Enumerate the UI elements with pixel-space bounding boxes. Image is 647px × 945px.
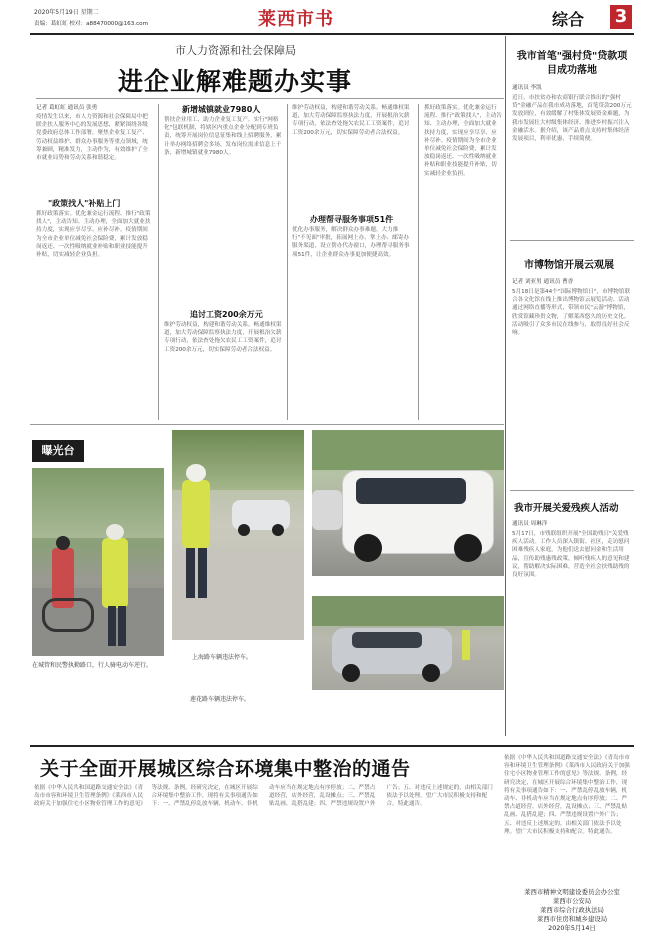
exposure-label — [32, 440, 84, 462]
section-name: 综合 — [552, 10, 585, 29]
lead-title: 进企业解难题办实事 — [118, 67, 353, 96]
notice-text: 依据《中华人民共和国道路交通安全法》《青岛市市容和环境卫生管理条例》《莱西市人民政府关于加强住宅小区物业管理工作的意见》等法规、条例，经研究决定，在城区开展综合环境集中整治工作，现将有关事项通告如下：一、严禁乱停乱放车辆，机动车、非机动车应当在规定地点有序停放；二、严禁占道经营，店外经营，乱设摊点；三、严禁乱贴乱画、乱搭乱建；四、严禁违规设置户外广告；五、对违反上述规定的，由相关部门依法予以处理。望广大市民积极支持和配合。特此通告。 — [34, 785, 493, 808]
photo-3-caption: 莲花路车辆违法停车。 — [190, 696, 251, 703]
page-number-badge — [610, 5, 632, 29]
photo-officer-photographing-car — [172, 430, 304, 640]
exposure-label-text: 曝光台 — [41, 444, 75, 457]
right-article-2-title: 市博物馆开展云观展 — [524, 260, 614, 271]
lead-paragraph-1: 疫情发生以来，市人力资源和社会保障局中把联企扶人服务中心的发展思想，紧紧围绕各级党委政府总体工作部署，聚焦企业复工复产、劳动权益维护、群众办事服务等重点领域，统筹兼顾，精准发力，主动作为，有效维护了全市就业局势和劳动关系和谐稳定。 — [36, 114, 148, 162]
lead-subhead-2: 新增城镇就业7980人 — [182, 105, 261, 114]
notice-date: 2020年5月14日 — [548, 924, 596, 932]
lead-col-divider-3 — [418, 104, 419, 420]
right-article-3-title: 我市开展关爱残疾人活动 — [514, 503, 619, 514]
right-article-1-title: 我市首笔"强村贷"贷款项目成功落地 — [516, 51, 628, 76]
lead-title-rule — [36, 98, 504, 99]
lead-paragraph-4b: 维护劳动权益，构建和谐劳动关系。畅通维权渠道，加大劳动保障监察执法力度，开展根治欠薪专项行动，依法查处拖欠农民工工资案件，追讨工资200余万元，切实保障劳动者合法权益。 — [292, 105, 410, 136]
right-article-1-byline: 通讯员 李凯 — [512, 85, 542, 91]
photo-white-suv-parked — [312, 430, 504, 576]
photo-traffic-officer-intersection — [32, 468, 164, 656]
masthead: 莱西市书 — [258, 9, 334, 30]
notice-title: 关于全面开展城区综合环境集中整治的通告 — [40, 758, 411, 780]
right-article-3-byline: 通讯员 周琳洋 — [512, 521, 548, 527]
right-article-2-byline: 记者 刘亚男 通讯员 曹香 — [512, 279, 574, 285]
right-article-1-rule — [510, 240, 634, 241]
notice-text-right: 依据《中华人民共和国道路交通安全法》《青岛市市容和环境卫生管理条例》《莱西市人民政府关于加强住宅小区物业管理工作的意见》等法规、条例，经研究决定，在城区开展综合环境集中整治工作，现将有关事项通告如下：一、严禁乱停乱放车辆，机动车、非机动车应当在规定地点有序停放；二、严禁占道经营，店外经营，乱设摊点；三、严禁乱贴乱画、乱搭乱建；四、严禁违规设置户外广告；五、对违反上述规定的，由相关部门依法予以处理。望广大市民积极支持和配合。特此通告。 — [504, 755, 630, 835]
lead-paragraph-2: 抓好政策落实。优化兼金运行流程、推行"政策找人"，主动告知、主动办理，全面加大就业扶持力度，实现应享尽享、应补尽补。疫情期间为全市企业单位减免社会保险费，累计发放稳岗返还、一次性吸纳就业补贴和职业技能提升补贴，切实减轻企业负担。 — [36, 211, 151, 259]
photo-silver-sedan-parked — [312, 596, 504, 690]
notice-issuers — [510, 888, 634, 933]
lead-subhead-3: 追讨工资200余万元 — [190, 310, 263, 319]
header-editor: 责编：葛虹虹 校对：a88470000@163.com — [34, 21, 149, 27]
issuer-4: 莱西市住房和城乡建设局 — [536, 915, 608, 923]
lead-subhead-4: 办理帮寻服务事项51件 — [310, 215, 394, 224]
lead-col-divider-2 — [287, 104, 288, 420]
page-number: 3 — [614, 6, 628, 27]
lead-col-divider-1 — [158, 104, 159, 420]
photo-1-caption: 在城管和民警执勤路口，行人骑电动车逆行。 — [32, 662, 153, 669]
photo-2-caption: 上海路车辆违法停车。 — [192, 654, 253, 661]
issuer-1: 莱西市精神文明建设委员会办公室 — [524, 888, 620, 896]
right-article-2-text: 5月18日是第44个"国际博物馆日"，市博物馆联合各文化馆在线上推出博物馆云展览活动。活动通过网络直播等形式，带领市民"云游"博物馆，欣赏馆藏珍贵文物，了解莱西悠久的历史文化。活动吸引了众多市民在线参与，取得良好社会反响。 — [512, 289, 631, 337]
lead-byline: 记者 葛虹虹 通讯员 张勇 — [36, 105, 98, 111]
right-article-1-text: 近日，市扶贫办和农商银行联合推出的"强村贷"金融产品在我市成功落地，首笔贷款200万元发放到位，有效缓解了村集体发展资金难题，为我市发展壮大村级集体经济、推进乡村振兴注入金融活水。据介绍，该产品重点支持村集体经济发展项目，利率优惠，手续简便。 — [512, 95, 632, 143]
lead-subhead-1: "政策找人"补贴上门 — [48, 199, 121, 208]
right-article-2-rule — [510, 490, 634, 491]
right-article-3-text: 5月17日，市残联组织开展"全国助残日"关爱残疾人活动。工作人员深入镇街、社区，走访慰问困难残疾人家庭，为他们送去慰问金和生活用品，宣传助残惠残政策，倾听残疾人的意见和建议，帮助解决实际困难，营造全社会扶残助残的良好氛围。 — [512, 531, 630, 579]
header-date: 2020年5月19日 星期二 — [34, 9, 99, 16]
issuer-3: 莱西市综合行政执法局 — [540, 906, 604, 914]
right-column-divider — [505, 36, 506, 736]
lead-paragraph-4: 维护劳动权益，构建和谐劳动关系。畅通维权渠道，加大劳动保障监察执法力度，开展根治欠薪专项行动，依法查处拖欠农民工工资案件，追讨工资200余万元，切实保障劳动者合法权益。 — [164, 322, 282, 353]
lead-paragraph-3: 帮扶企业用工，助力企业复工复产。实行"网格化"包联机制，将辖区内重点企业分配到专班负责，统筹开展岗位信息征集和线上招聘服务，累计举办网络招聘会多场，发布岗位需求信息上千条，新增城镇就业7980人。 — [164, 117, 282, 156]
notice-top-rule — [30, 745, 634, 747]
lead-paragraph-5: 优化办事服务，解决群众办事难题。大力推行"不见面"审批，拓展网上办、掌上办、邮寄办服务渠道，设立帮办代办窗口，办理帮寻服务事项51件，让企业群众办事更加便捷高效。 — [292, 227, 410, 258]
photo-block-top-rule — [30, 424, 504, 425]
header-rule — [30, 33, 634, 35]
issuer-2: 莱西市公安局 — [552, 897, 592, 905]
lead-paragraph-5b: 抓好政策落实。优化兼金运行流程、推行"政策找人"，主动告知、主动办理，全面加大就业扶持力度，实现应享尽享、应补尽补。疫情期间为全市企业单位减免社会保险费，累计发放稳岗返还、一次性吸纳就业补贴和职业技能提升补贴，切实减轻企业负担。 — [424, 105, 502, 177]
lead-kicker: 市人力资源和社会保障局 — [175, 44, 296, 57]
